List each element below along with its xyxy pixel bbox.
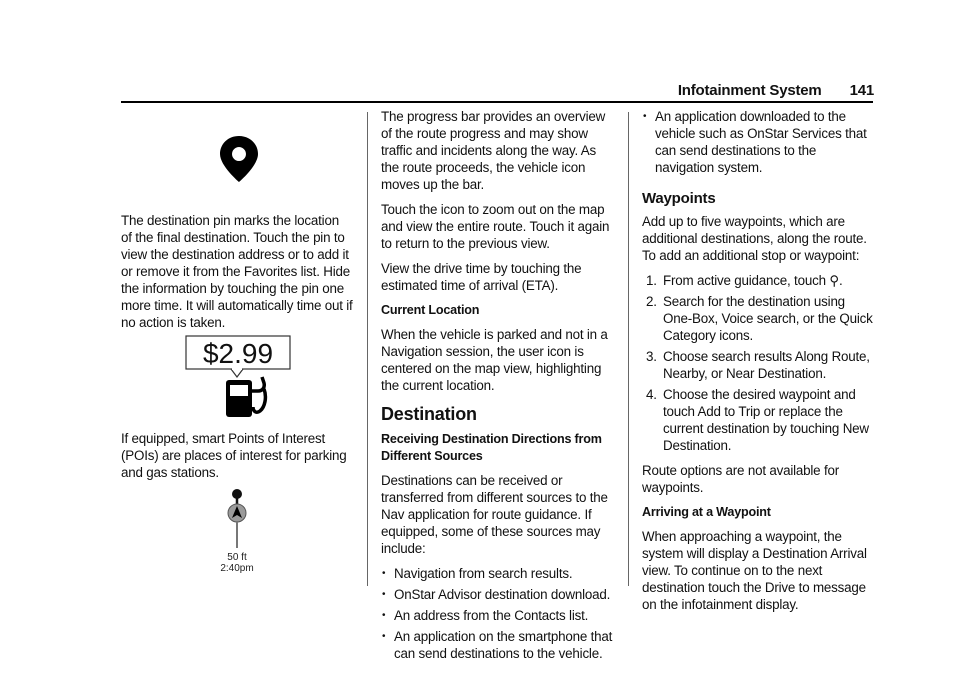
navigation-progress-icon — [215, 486, 259, 576]
column-2 — [381, 108, 617, 668]
receiving-text: Destinations can be received or transferred from different sources to the Nav application for route guidance. If equipped, some of these sources may include: — [381, 473, 608, 556]
sources-list-continued — [642, 108, 876, 176]
list-item: 3. Choose search results Along Route, Nearby, or Near Destination. — [646, 349, 870, 381]
gas-price-poi-icon — [185, 335, 293, 423]
sources-list — [381, 565, 617, 662]
list-item: 1. From active guidance, touch ⚲. — [646, 273, 843, 288]
current-location-heading: Current Location — [381, 303, 480, 317]
column-divider-2 — [628, 112, 629, 586]
list-item: • Navigation from search results. — [382, 566, 573, 581]
pin-description: The destination pin marks the location of the final destination. Touch the pin to view the destination address or to add it or remove it from the Favorites list. Hide the information by touching the pin one more time. It will automatically time out if no action is taken. — [121, 213, 353, 330]
section-title: Infotainment System — [677, 82, 822, 99]
poi-description: If equipped, smart Points of Interest (POIs) are places of interest for parking and gas stations. — [121, 431, 347, 480]
nav-distance-label: 50 ft — [227, 552, 247, 563]
nav-time-label: 2:40pm — [220, 563, 254, 574]
zoom-text: Touch the icon to zoom out on the map and view the entire route. Touch it again to return to the previous view. — [381, 202, 610, 251]
destination-pin-icon — [219, 135, 259, 183]
arriving-heading: Arriving at a Waypoint — [642, 505, 771, 519]
column-1 — [121, 212, 353, 339]
waypoint-steps — [642, 272, 876, 454]
column-3 — [642, 108, 876, 621]
arriving-text: When approaching a waypoint, the system will display a Destination Arrival view. To continue on to the next destination touch the Drive to message on the infotainment display. — [642, 529, 867, 612]
list-item: • An application on the smartphone that can send destinations to the vehicle. — [382, 629, 613, 661]
header-rule — [121, 101, 873, 103]
list-item: • An address from the Contacts list. — [382, 608, 589, 623]
list-item: • OnStar Advisor destination download. — [382, 587, 611, 602]
progress-bar-text: The progress bar provides an overview of the route progress and may show traffic and incidents along the way. As the route proceeds, the vehicle icon moves up the bar. — [381, 109, 606, 192]
route-options-note: Route options are not available for waypoints. — [642, 463, 839, 495]
current-location-text: When the vehicle is parked and not in a Navigation session, the user icon is centered on the map view, highlighting the current location. — [381, 327, 608, 393]
destination-heading: Destination — [381, 404, 477, 424]
list-item: 4. Choose the desired waypoint and touch Add to Trip or replace the current destination by touching New Destination. — [646, 387, 869, 453]
waypoints-heading: Waypoints — [642, 190, 716, 207]
column-1-lower — [121, 430, 353, 489]
receiving-heading: Receiving Destination Directions from Different Sources — [381, 432, 602, 463]
search-icon: ⚲ — [829, 273, 839, 288]
list-item: 2. Search for the destination using One-Box, Voice search, or the Quick Category icons. — [646, 294, 873, 343]
list-item: • An application downloaded to the vehicle such as OnStar Services that can send destinations to the navigation system. — [643, 109, 867, 175]
eta-text: View the drive time by touching the estimated time of arrival (ETA). — [381, 261, 582, 293]
poi-price: $2.99 — [202, 338, 274, 369]
column-divider-1 — [367, 112, 368, 586]
running-header — [678, 82, 874, 99]
page-number: 141 — [849, 82, 874, 99]
waypoints-intro: Add up to five waypoints, which are additional destinations, along the route. To add an additional stop or waypoint: — [642, 214, 867, 263]
